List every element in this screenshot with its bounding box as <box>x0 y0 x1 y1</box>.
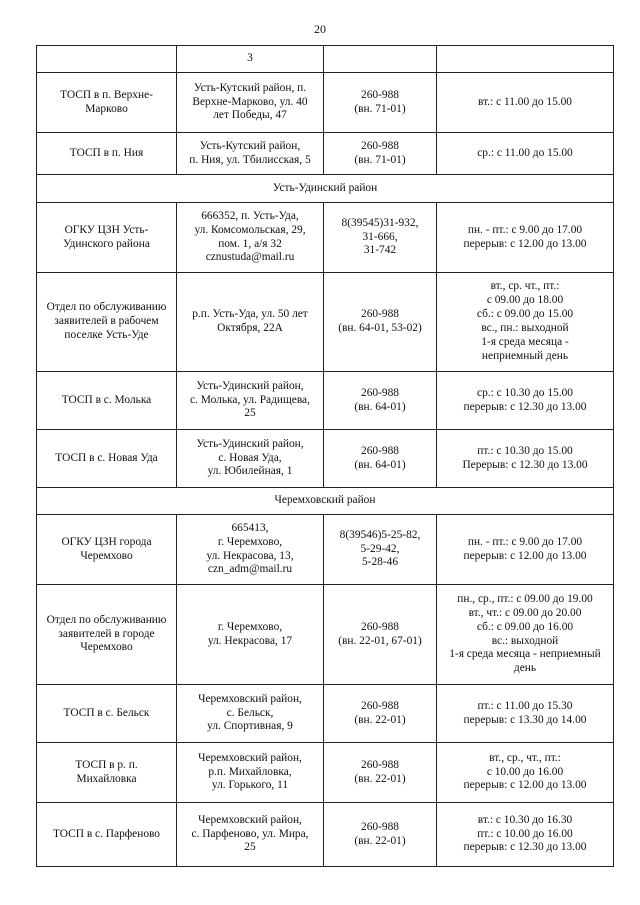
office-hours: вт.: с 10.30 до 16.30 пт.: с 10.00 до 16.00 перерыв: с 12.30 до 13.00 <box>437 803 614 867</box>
office-phone: 260-988 (вн. 22-01) <box>324 685 437 743</box>
district-heading-row <box>37 175 614 203</box>
office-phone: 260-988 (вн. 71-01) <box>324 73 437 133</box>
office-address: Черемховский район, с. Бельск, ул. Спортивная, 9 <box>177 685 324 743</box>
office-name: ТОСП в с. Бельск <box>37 685 177 743</box>
office-hours: вт., ср. чт., пт.: с 09.00 до 18.00 сб.: с 09.00 до 15.00 вс., пн.: выходной 1-я среда месяца - неприемный день <box>437 273 614 372</box>
page-number: 20 <box>314 22 326 36</box>
office-name: ТОСП в п. Ния <box>37 133 177 175</box>
office-name: ОГКУ ЦЗН города Черемхово <box>37 515 177 585</box>
table-header-row <box>37 46 614 73</box>
office-address: Черемховский район, с. Парфеново, ул. Мира, 25 <box>177 803 324 867</box>
office-address: Усть-Кутский район, п. Верхне-Марково, ул. 40 лет Победы, 47 <box>177 73 324 133</box>
table-row <box>37 73 614 133</box>
office-phone: 8(39546)5-25-82, 5-29-42, 5-28-46 <box>324 515 437 585</box>
district-heading-row <box>37 488 614 515</box>
office-address: 666352, п. Усть-Уда, ул. Комсомольская, 29, пом. 1, а/я 32 cznustuda@mail.ru <box>177 203 324 273</box>
header-cell-4 <box>437 46 614 73</box>
office-hours: пн., ср., пт.: с 09.00 до 19.00 вт., чт.: с 09.00 до 20.00 сб.: с 09.00 до 16.00 вс.: выходной 1-я среда месяца - неприемный день <box>437 585 614 685</box>
office-phone: 260-988 (вн. 64-01) <box>324 372 437 430</box>
office-hours: пн. - пт.: с 9.00 до 17.00 перерыв: с 12.00 до 13.00 <box>437 515 614 585</box>
table-row <box>37 203 614 273</box>
header-cell-1 <box>37 46 177 73</box>
table-row <box>37 430 614 488</box>
office-address: 665413, г. Черемхово, ул. Некрасова, 13, czn_adm@mail.ru <box>177 515 324 585</box>
office-name: Отдел по обслуживанию заявителей в городе Черемхово <box>37 585 177 685</box>
office-name: ТОСП в с. Парфеново <box>37 803 177 867</box>
office-name: ТОСП в с. Новая Уда <box>37 430 177 488</box>
office-name: ТОСП в р. п. Михайловка <box>37 743 177 803</box>
office-phone: 260-988 (вн. 71-01) <box>324 133 437 175</box>
office-address: Черемховский район, р.п. Михайловка, ул. Горького, 11 <box>177 743 324 803</box>
office-hours: вт.: с 11.00 до 15.00 <box>437 73 614 133</box>
office-address: Усть-Удинский район, с. Новая Уда, ул. Юбилейная, 1 <box>177 430 324 488</box>
office-hours: ср.: с 10.30 до 15.00 перерыв: с 12.30 до 13.00 <box>437 372 614 430</box>
office-address: Усть-Кутский район, п. Ния, ул. Тбилисская, 5 <box>177 133 324 175</box>
table-row <box>37 685 614 743</box>
table-row <box>37 585 614 685</box>
header-cell-2: 3 <box>177 46 324 73</box>
office-hours: пт.: с 10.30 до 15.00 Перерыв: с 12.30 до 13.00 <box>437 430 614 488</box>
district-heading: Усть-Удинский район <box>37 175 614 203</box>
header-cell-3 <box>324 46 437 73</box>
office-name: ТОСП в с. Молька <box>37 372 177 430</box>
office-phone: 260-988 (вн. 22-01, 67-01) <box>324 585 437 685</box>
office-phone: 260-988 (вн. 22-01) <box>324 743 437 803</box>
office-name: ОГКУ ЦЗН Усть- Удинского района <box>37 203 177 273</box>
office-hours: пт.: с 11.00 до 15.30 перерыв: с 13.30 до 14.00 <box>437 685 614 743</box>
office-address: г. Черемхово, ул. Некрасова, 17 <box>177 585 324 685</box>
office-phone: 8(39545)31-932, 31-666, 31-742 <box>324 203 437 273</box>
office-hours: пн. - пт.: с 9.00 до 17.00 перерыв: с 12.00 до 13.00 <box>437 203 614 273</box>
office-phone: 260-988 (вн. 64-01) <box>324 430 437 488</box>
office-phone: 260-988 (вн. 22-01) <box>324 803 437 867</box>
table-row <box>37 515 614 585</box>
office-hours: вт., ср., чт., пт.: с 10.00 до 16.00 перерыв: с 12.00 до 13.00 <box>437 743 614 803</box>
employment-offices-table <box>36 45 614 867</box>
table-row <box>37 273 614 372</box>
district-heading: Черемховский район <box>37 488 614 515</box>
office-address: Усть-Удинский район, с. Молька, ул. Радищева, 25 <box>177 372 324 430</box>
table-row <box>37 133 614 175</box>
table-row <box>37 743 614 803</box>
office-name: ТОСП в п. Верхне- Марково <box>37 73 177 133</box>
office-name: Отдел по обслуживанию заявителей в рабочем поселке Усть-Уде <box>37 273 177 372</box>
office-phone: 260-988 (вн. 64-01, 53-02) <box>324 273 437 372</box>
office-hours: ср.: с 11.00 до 15.00 <box>437 133 614 175</box>
table-row <box>37 372 614 430</box>
table-row <box>37 803 614 867</box>
office-address: р.п. Усть-Уда, ул. 50 лет Октября, 22А <box>177 273 324 372</box>
